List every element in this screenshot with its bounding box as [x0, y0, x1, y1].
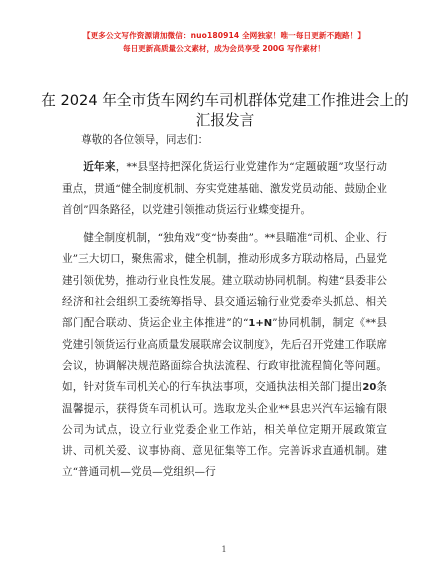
document-title: 在 2024 年全市货车网约车司机群体党建工作推进会上的汇报发言	[41, 92, 409, 129]
paragraph-1-lead: 近年来	[83, 161, 116, 174]
paragraph-2-text-c: 条温馨提示，获得货车司机认可。选取龙头企业**县忠兴汽车运输有限公司为试点，设立行业党委企业工作站，相关单位定期开展政策宣讲、司机关爱、议事协商、意见征集等工作。完善诉求直通机制。建立“普通司机—党员—党组织—行	[62, 381, 388, 479]
document-body	[62, 130, 387, 484]
paragraph-2-number-a: 1+N	[248, 318, 273, 330]
paragraph-2	[62, 228, 387, 484]
page-number: 1	[221, 545, 227, 554]
promo-banner-line-1: 【更多公文写作资源请加微信：nuo180914 全网独家！唯一每日更新不跑路！】	[82, 31, 366, 40]
paragraph-1	[62, 157, 387, 221]
paragraph-2-text-a: 健全制度机制，“独角戏”变“协奏曲”。**县瞄准“司机、企业、行业”三大切口，聚焦需求，健全机制，推动形成多方联动格局，凸显党建引领优势，推动行业良性发展。建立联动协同机制。构建“县委非公经济和社会组织工委统筹指导、县交通运输行业党委牵头抓总、相关部门配合联动、货运企业主体推进”的“	[62, 232, 387, 330]
salutation: 尊敬的各位领导，同志们：	[81, 134, 209, 146]
paragraph-2-text-b: ”协同机制，制定《**县党建引领货运行业高质量发展联席会议制度》，先后召开党建工作联席会议，协调解决规范路面综合执法流程、行政审批流程简化等问题。如，针对货车司机关心的行车执法事项，交通执法相关部门提出	[62, 317, 387, 394]
paragraph-2-number-b: 20	[362, 382, 377, 394]
promo-banner	[0, 30, 448, 55]
paragraph-1-text: ，**县坚持把深化货运行业党建作为“定题破题”攻坚行动重点，贯通“健全制度机制、夯实党建基础、激发党员动能、鼓励企业首创”四条路径，以党建引领推动货运行业蝶变提升。	[62, 161, 387, 216]
promo-banner-line-2: 每日更新高质量公文素材，成为会员享受 200G 写作素材！	[122, 44, 326, 53]
